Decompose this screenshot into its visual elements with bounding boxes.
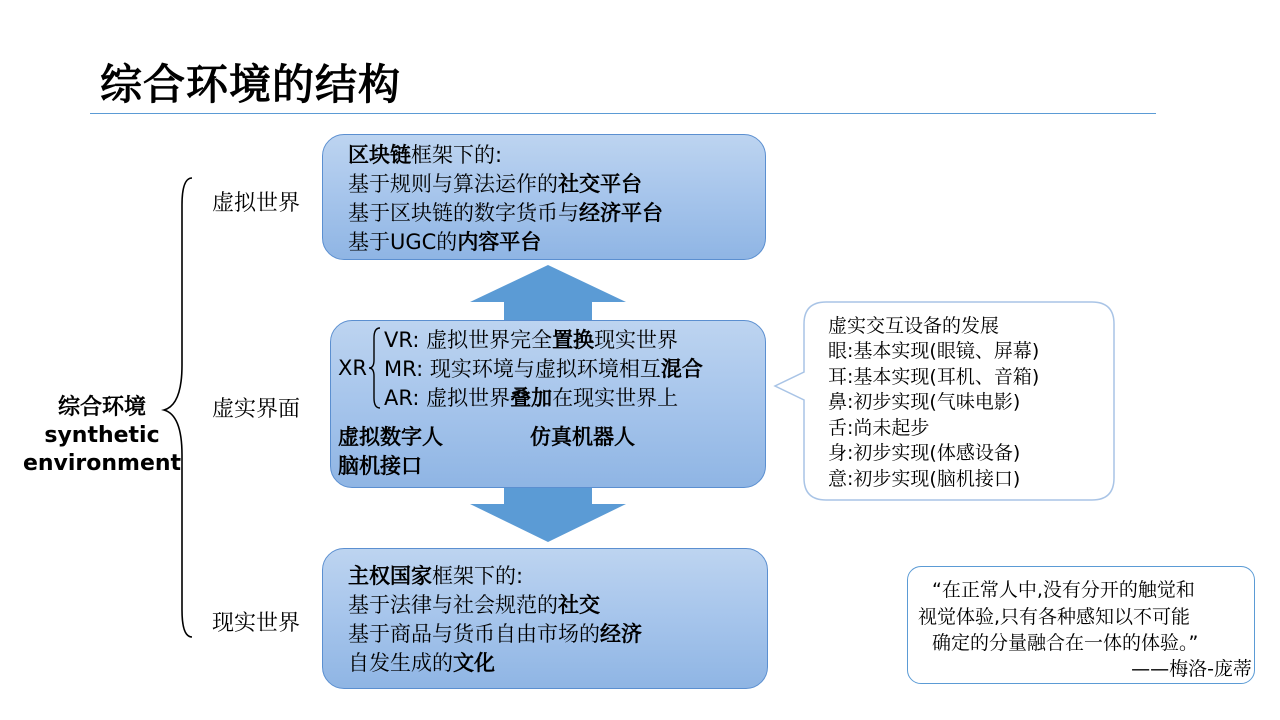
title-divider <box>90 113 1156 114</box>
robot-label: 仿真机器人 <box>530 425 635 449</box>
callout-line-eye: 眼:基本实现(眼镜、屏幕) <box>828 340 1040 362</box>
digital-human-label: 虚拟数字人 <box>338 425 443 449</box>
category-real-world: 现实世界 <box>212 611 301 636</box>
category-virtual-world: 虚拟世界 <box>212 191 301 216</box>
root-label-line1: 综合环境 <box>57 395 146 420</box>
callout-line-ear: 耳:基本实现(耳机、音箱) <box>828 366 1040 388</box>
root-label-line2: synthetic <box>44 423 160 448</box>
root-label-line3: environment <box>22 451 182 476</box>
category-interface: 虚实界面 <box>212 397 301 422</box>
virtual-box-line1: 区块链框架下的: <box>348 143 503 167</box>
callout-title: 虚实交互设备的发展 <box>828 315 1000 337</box>
arrow-up-icon <box>466 262 630 322</box>
root-label <box>20 394 184 478</box>
real-box-line3: 基于商品与货币自由市场的经济 <box>348 622 642 646</box>
vr-line: VR: 虚拟世界完全置换现实世界 <box>384 328 679 352</box>
callout-line-mind: 意:初步实现(脑机接口) <box>828 468 1021 490</box>
quote-line2: 视觉体验,只有各种感知以不可能 <box>918 606 1191 628</box>
xr-label: XR <box>338 356 367 380</box>
bci-label: 脑机接口 <box>338 454 422 478</box>
mr-line: MR: 现实环境与虚拟环境相互混合 <box>384 357 703 381</box>
callout-line-tongue: 舌:尚未起步 <box>828 417 930 439</box>
quote-author: ——梅洛-庞蒂 <box>1131 658 1252 680</box>
callout-line-body: 身:初步实现(体感设备) <box>828 442 1021 464</box>
quote-line1: “在正常人中,没有分开的触觉和 <box>932 579 1195 601</box>
callout-line-nose: 鼻:初步实现(气味电影) <box>828 391 1021 413</box>
xr-brace-icon <box>366 326 386 410</box>
page-title: 综合环境的结构 <box>100 60 402 109</box>
virtual-box-line4: 基于UGC的内容平台 <box>348 230 542 254</box>
quote-line3: 确定的分量融合在一体的体验。” <box>932 632 1199 654</box>
real-box-line2: 基于法律与社会规范的社交 <box>348 593 600 617</box>
real-box-line4: 自发生成的文化 <box>348 651 495 675</box>
virtual-box-line3: 基于区块链的数字货币与经济平台 <box>348 201 663 225</box>
ar-line: AR: 虚拟世界叠加在现实世界上 <box>384 386 679 410</box>
arrow-down-icon <box>466 488 630 544</box>
real-box-line1: 主权国家框架下的: <box>348 564 524 588</box>
virtual-box-line2: 基于规则与算法运作的社交平台 <box>348 172 642 196</box>
